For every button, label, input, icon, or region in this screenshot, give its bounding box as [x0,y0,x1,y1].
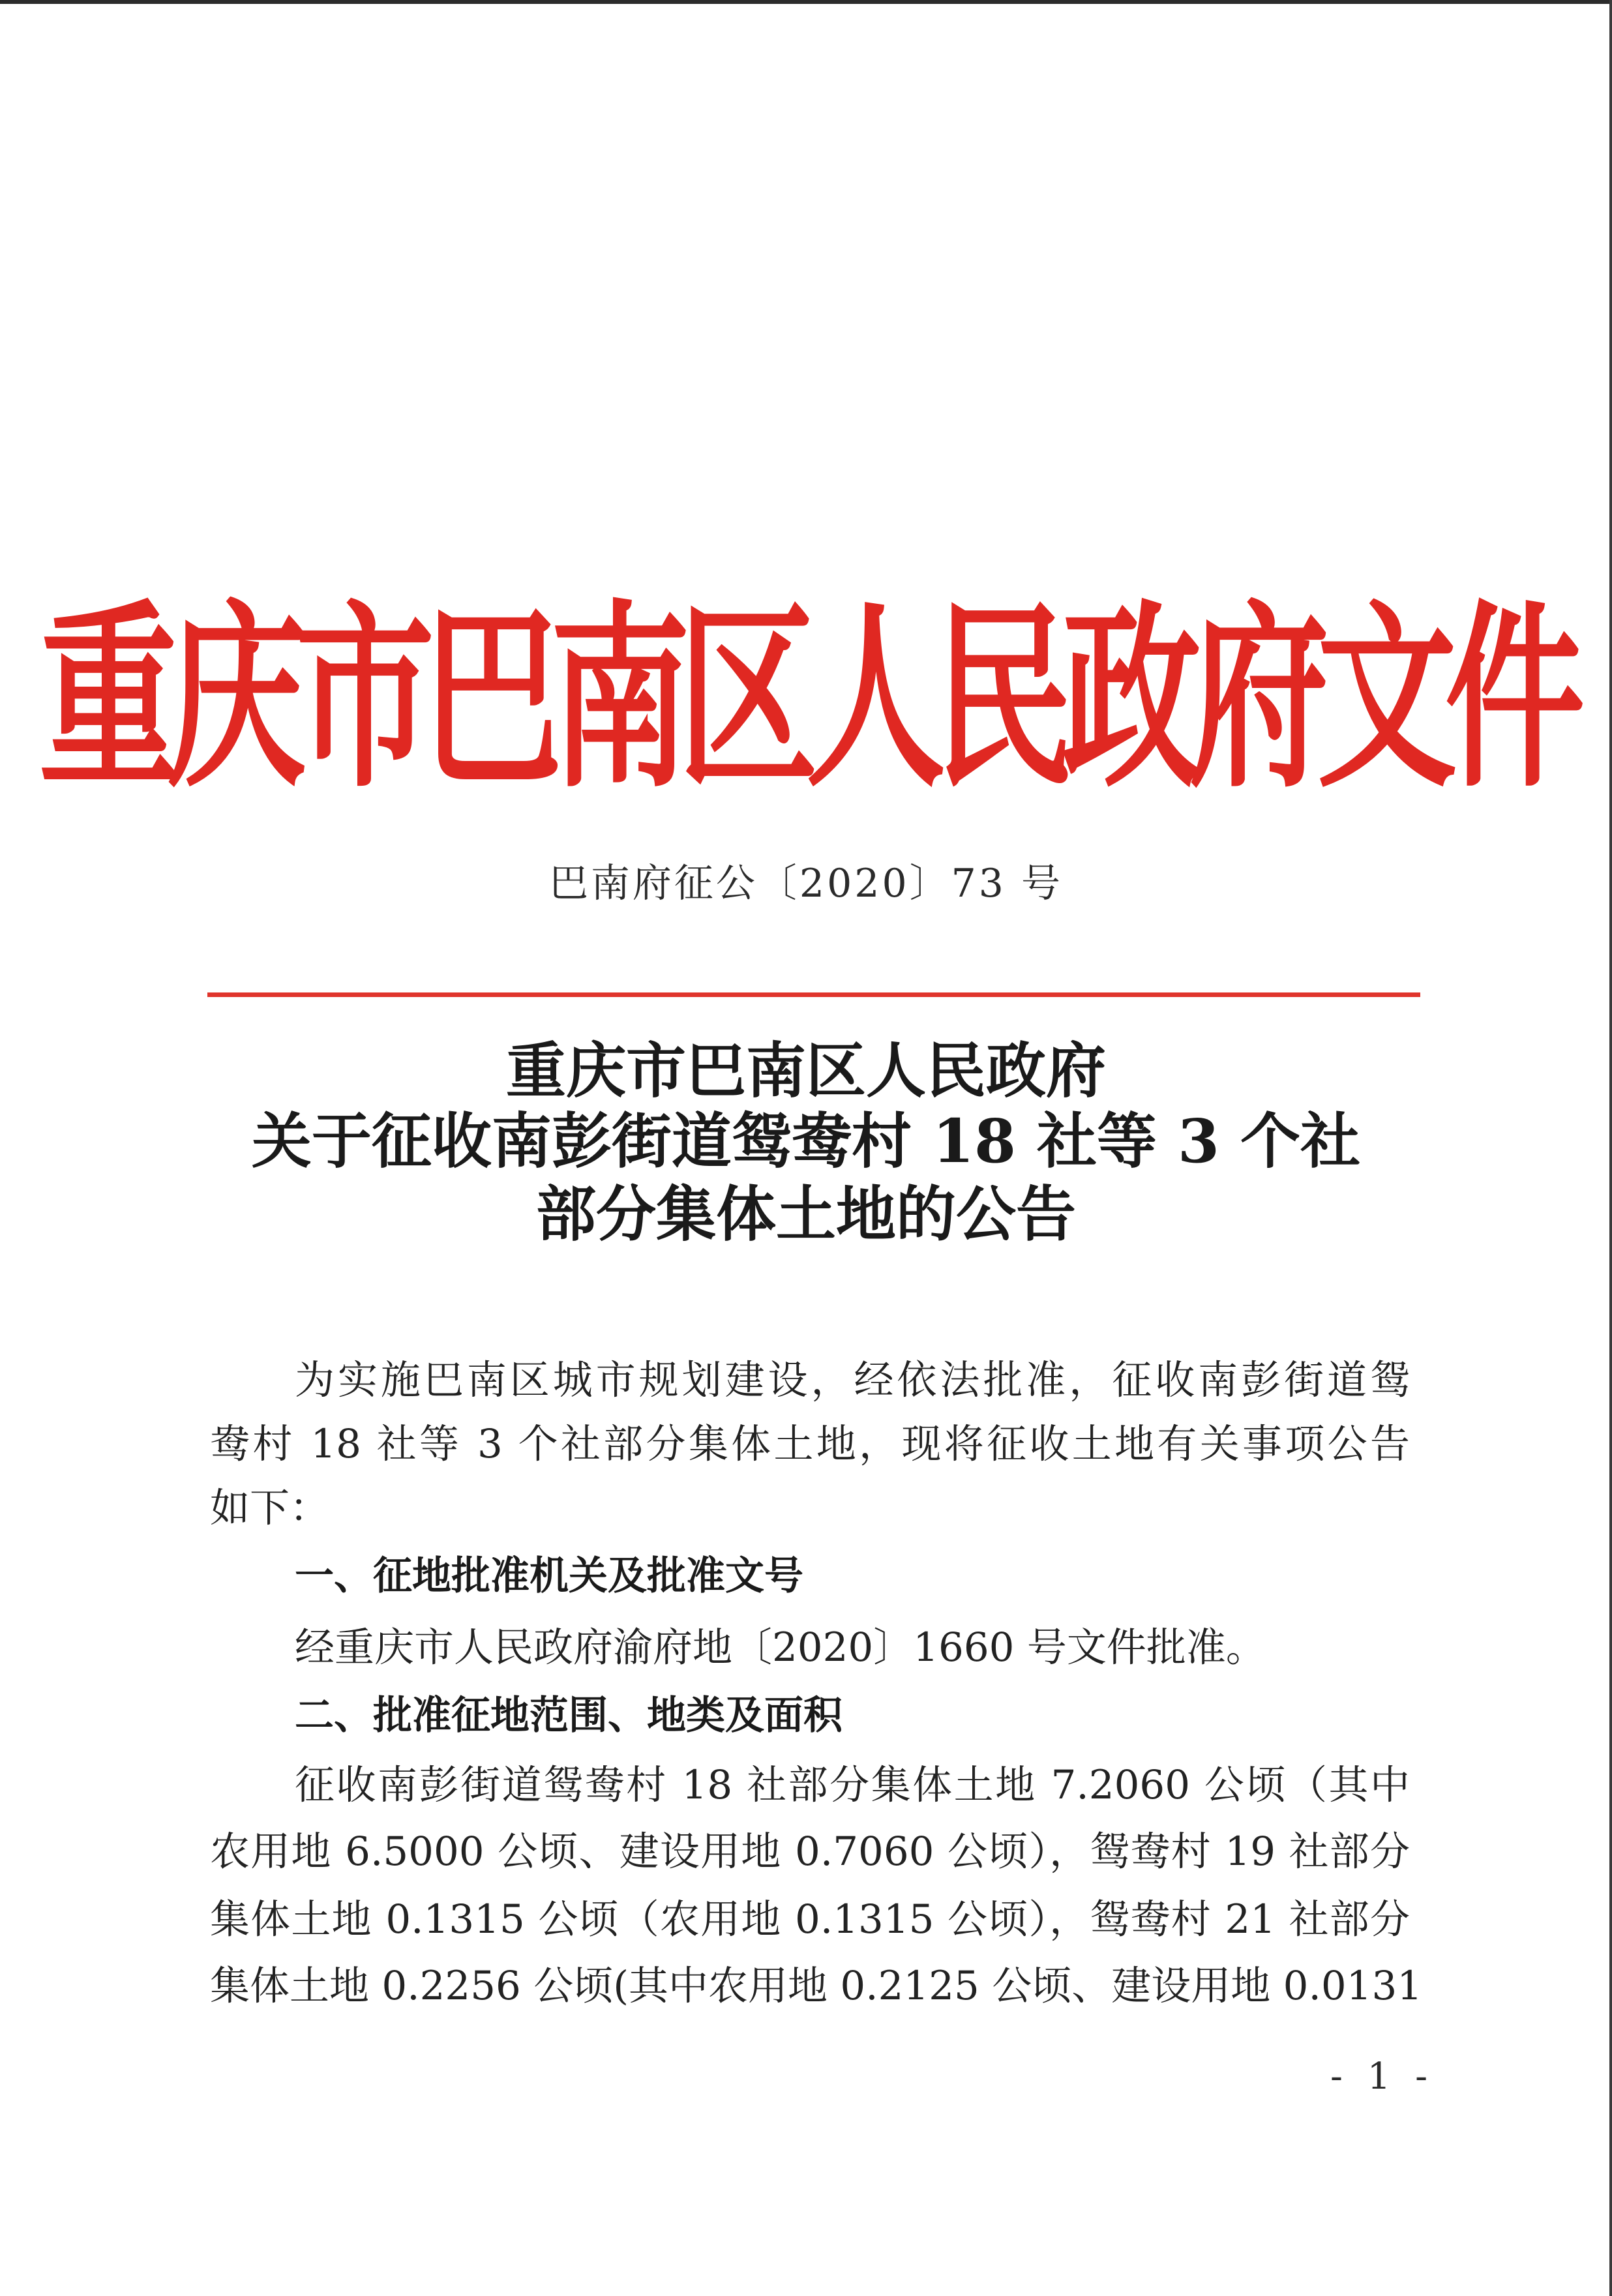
red-divider-line [207,992,1420,997]
section-2-line-1: 征收南彭街道鸳鸯村 18 社部分集体土地 7.2060 公顷（其中 [295,1762,1410,1808]
section-1-heading: 一、征地批准机关及批准文号 [295,1553,803,1599]
intro-line-2: 鸯村 18 社等 3 个社部分集体土地，现将征收土地有关事项公告 [210,1421,1410,1467]
section-2-line-2: 农用地 6.5000 公顷、建设用地 0.7060 公顷），鸳鸯村 19 社部分 [210,1828,1410,1875]
title-line-1: 重庆市巴南区人民政府 [505,1036,1106,1106]
document-number: 巴南府征公〔2020〕73 号 [548,861,1064,906]
title-line-2: 关于征收南彭街道鸳鸯村 18 社等 3 个社 [251,1106,1361,1176]
section-2-line-4: 集体土地 0.2256 公顷(其中农用地 0.2125 公顷、建设用地 0.0131 [210,1963,1423,2009]
section-1-line-1: 经重庆市人民政府渝府地〔2020〕1660 号文件批准。 [295,1624,1266,1671]
intro-line-1: 为实施巴南区城市规划建设，经依法批准，征收南彭街道鸳 [295,1357,1410,1403]
document-masthead: 重庆市巴南区人民政府文件 [39,584,1573,815]
section-2-heading: 二、批准征地范围、地类及面积 [295,1693,843,1738]
title-line-3: 部分集体土地的公告 [535,1179,1076,1249]
page-number: - 1 - [1330,2055,1435,2098]
scan-top-edge [0,0,1612,4]
section-2-line-3: 集体土地 0.1315 公顷（农用地 0.1315 公顷），鸳鸯村 21 社部分 [210,1896,1410,1943]
intro-line-3: 如下： [210,1485,330,1531]
